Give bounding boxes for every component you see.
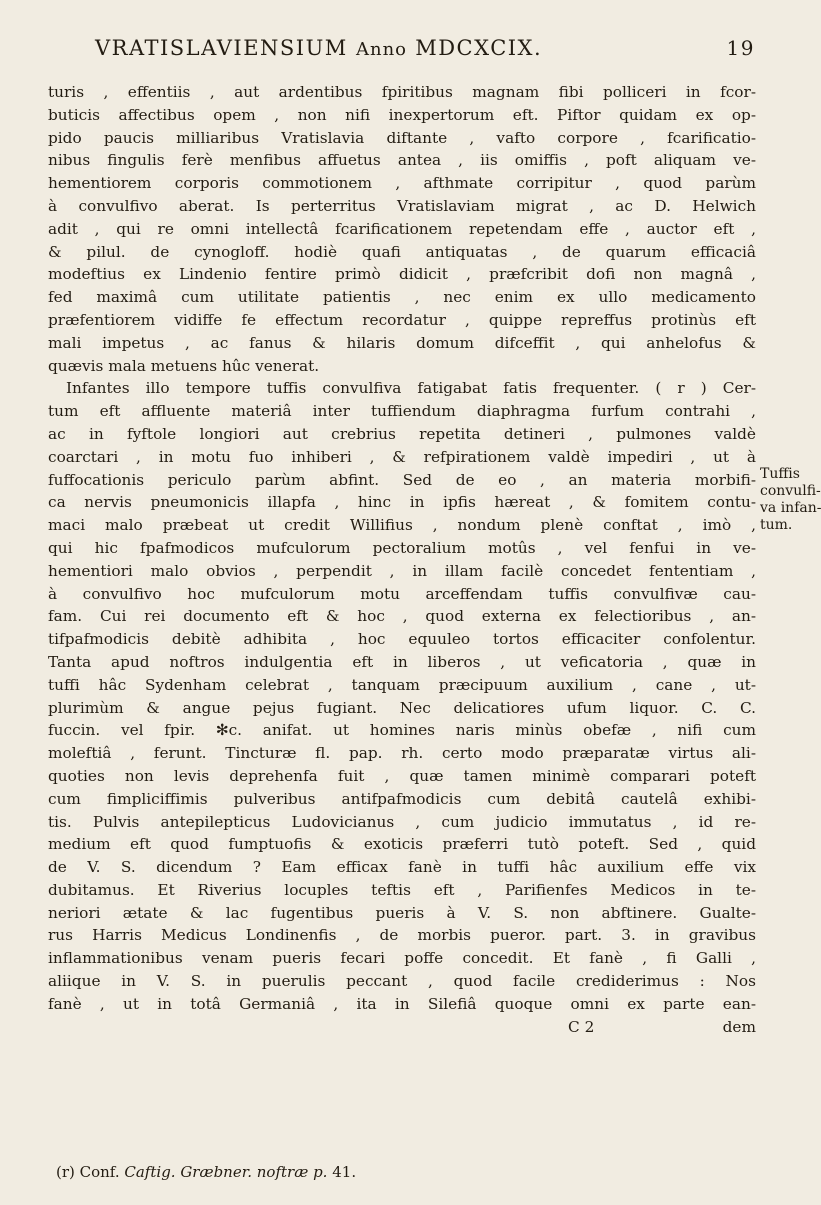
text-line: de V. S. dicendum ? Eam efficax fanè in tuffi hâc auxilium effe vix	[48, 858, 756, 877]
text-line: Tanta apud noftros indulgentia eft in liberos , ut veficatoria , quæ in	[48, 652, 756, 671]
text-line: medium eft quod fumptuofis & exoticis præferri tutò poteft. Sed , quid	[48, 835, 756, 854]
text-line: turis , effentiis , aut ardentibus fpiritibus magnam fibi polliceri in fcor-	[48, 83, 756, 101]
text-line: & pilul. de cynogloff. hodiè quafi antiquatas , de quarum efficaciâ	[48, 242, 756, 261]
text-line: neriori ætate & lac fugentibus pueris à V. S. non abftinere. Gualte-	[48, 903, 756, 922]
text-line: coarctari , in motu fuo inhiberi , & refpirationem valdè impediri , ut à	[48, 447, 756, 466]
text-line: fanè , ut in totâ Germaniâ , ita in Silefiâ quoque omni ex parte ean-	[48, 994, 756, 1013]
margin-note-line: tum.	[760, 517, 793, 533]
signature-mark: C 2	[568, 1017, 595, 1036]
text-line: qui hic fpafmodicos mufculorum pectoralium motûs , vel fenfui in ve-	[48, 538, 756, 557]
catchword: dem	[722, 1017, 756, 1036]
footnote-page: 41.	[332, 1163, 357, 1181]
text-line: tuffi hâc Sydenham celebrat , tanquam præcipuum auxilium , cane , ut-	[48, 675, 756, 694]
catchword-line	[48, 1016, 756, 1039]
text-line: plurimùm & angue pejus fugiant. Nec delicatiores ufum liquor. C. C.	[48, 698, 756, 717]
text-line: quoties non levis deprehenfa fuit , quæ tamen minimè comparari poteft	[48, 766, 756, 785]
text-line: quævis mala metuens hûc venerat.	[48, 356, 320, 375]
margin-note-line: va infan-	[760, 500, 821, 516]
text-line: aliique in V. S. in puerulis peccant , quod facile crediderimus : Nos	[48, 972, 756, 991]
text-line: tum eft affluente materiâ inter tuffiendum diaphragma furfum contrahi ,	[48, 402, 756, 421]
text-line: Infantes illo tempore tuffis convulfiva fatigabat fatis frequenter. ( r ) Cer-	[66, 379, 756, 398]
text-line: à convulfivo hoc mufculorum motu arceffendam tuffis convulfivæ cau-	[48, 584, 756, 603]
text-line: modeftius ex Lindenio fentire primò didicit , præfcribit dofi non magnâ ,	[48, 265, 756, 284]
page-number: 19	[726, 36, 755, 60]
text-line: pido paucis milliaribus Vratislavia diftante , vafto corpore , fcarificatio-	[48, 128, 756, 147]
margin-note-line: convulfi-	[760, 483, 821, 499]
text-line: cum fimpliciffimis pulveribus antifpafmodicis cum debitâ cautelâ exhibi-	[48, 789, 756, 808]
text-line: ac in fyftole longiori aut crebrius repetita detineri , pulmones valdè	[48, 424, 756, 443]
text-line: nibus fingulis ferè menfibus affuetus antea , iis omiffis , poft aliquam ve-	[48, 151, 756, 170]
text-line: buticis affectibus opem , non nifi inexpertorum eft. Piftor quidam ex op-	[48, 105, 756, 124]
running-title	[95, 36, 542, 60]
text-line: inflammationibus venam pueris fecari poffe concedit. Et fanè , fi Galli ,	[48, 949, 756, 968]
text-line: præfentiorem vidiffe fe effectum recordatur , quippe repreffus protinùs eft	[48, 310, 756, 329]
text-line: hementiori malo obvios , perpendit , in illam facilè concedet fententiam ,	[48, 561, 756, 580]
text-line: à convulfivo aberat. Is perterritus Vratislaviam migrat , ac D. Helwich	[48, 196, 756, 215]
text-line: hementiorem corporis commotionem , afthmate corripitur , quod parùm	[48, 174, 756, 193]
text-line: adit , qui re omni intellectâ fcarificationem repetendam effe , auctor eft ,	[48, 219, 756, 238]
text-line: rus Harris Medicus Londinenfis , de morbis pueror. part. 3. in gravibus	[48, 926, 756, 945]
text-line: ca nervis pneumonicis illapfa , hinc in ipfis hæreat , & fomitem contu-	[48, 493, 756, 512]
running-header	[95, 36, 755, 66]
footnote	[56, 1163, 656, 1181]
footnote-source: Caftig. Græbner. noftræ p.	[124, 1163, 328, 1181]
text-line: mali impetus , ac fanus & hilaris domum difceffit , qui anhelofus &	[48, 333, 756, 352]
text-line: tifpafmodicis debitè adhibita , hoc equuleo tortos efficaciter confolentur.	[48, 630, 756, 649]
text-line: moleftiâ , ferunt. Tincturæ fl. pap. rh. certo modo præparatæ virtus ali-	[48, 744, 756, 763]
text-line: maci malo præbeat ut credit Willifius , nondum plenè conftat , imò ,	[48, 516, 756, 535]
text-line: fuffocationis periculo parùm abfint. Sed de eo , an materia morbifi-	[48, 470, 756, 489]
footnote-mark: (r) Conf.	[56, 1163, 120, 1181]
text-line: tis. Pulvis antepilepticus Ludovicianus , cum judicio immutatus , id re-	[48, 812, 756, 831]
running-title-year: MDCXCIX.	[415, 36, 543, 60]
running-title-anno: Anno	[355, 39, 408, 60]
text-line: fuccin. vel fpir. ✻c. anifat. ut homines naris minùs obefæ , nifi cum	[48, 721, 756, 740]
text-line: dubitamus. Et Riverius locuples teftis eft , Parifienfes Medicos in te-	[48, 880, 756, 899]
text-line: fed maximâ cum utilitate patientis , nec enim ex ullo medicamento	[48, 288, 756, 307]
margin-note-line: Tuffis	[760, 466, 800, 482]
body-text	[48, 81, 756, 1038]
margin-note	[760, 466, 821, 534]
running-title-main: VRATISLAVIENSIUM	[95, 36, 348, 60]
text-line: fam. Cui rei documento eft & hoc , quod externa ex felectioribus , an-	[48, 607, 756, 626]
